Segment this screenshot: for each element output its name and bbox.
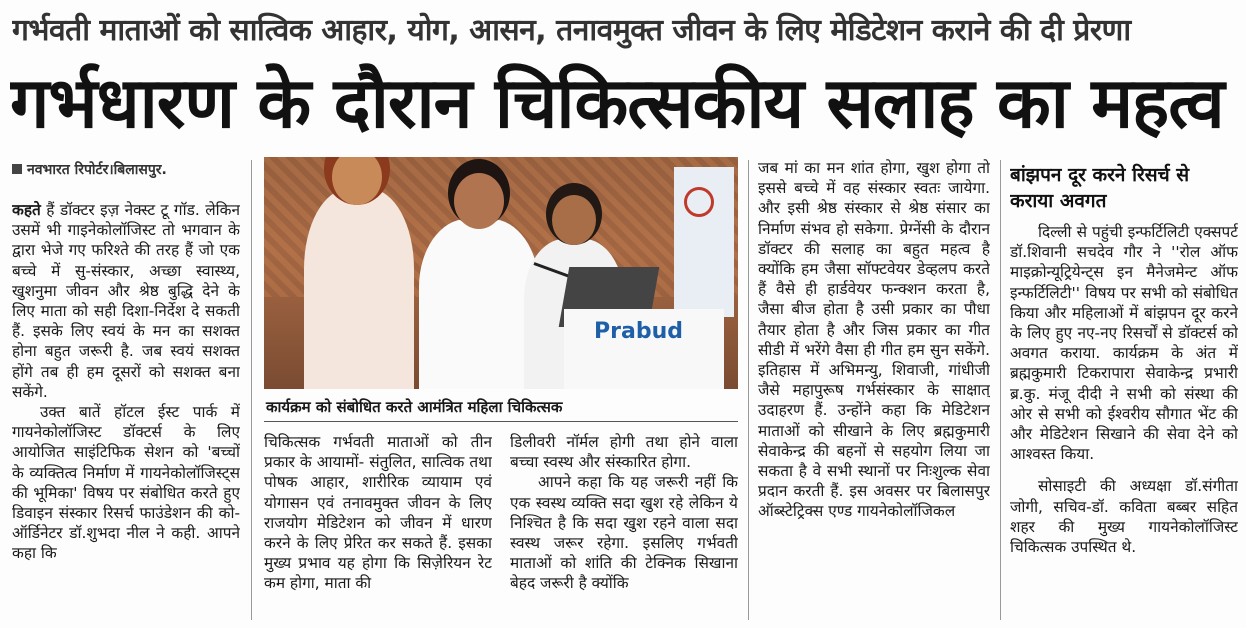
- column1-paragraph-1: [12, 200, 240, 402]
- byline-square-icon: [12, 164, 22, 174]
- column4-text: जब मां का मन शांत होगा, खुश होगा तो इससे बच्चे में वह संस्कार स्वतः जायेगा. और इसी श्रेष्ठ संस्कार से श्रेष्ठ संसार का निर्माण संभव हो सकेगा. प्रेग्नेंसी के दौरान डॉक्टर की सलाह का बहुत महत्व है क्योंकि हम जैसा सॉफ्टवेयर डेव्हलप करते हैं वैसे ही हार्डवेयर फन्क्शन करता है, जैसा बीज होता है उसी प्रकार का पौधा तैयार होता है और जिस प्रकार का गीत सीडी में भरेंगे वैसा ही गीत हम सुन सकेंगे. इतिहास में अभिमन्यु, शिवाजी, गांधीजी जैसे महापुरूष गर्भसंस्कार के साक्षात् उदाहरण हैं. उन्होंने कहा कि मेडिटेशन माताओं को सीखाने के लिए ब्रह्मकुमारी सेवाकेन्द्र की बहनों से सहयोग लिया जा सकता है वे सभी स्थानों पर निःशुल्क सेवा प्रदान करती हैं. इस अवसर पर बिलासपुर ऑब्स्टेट्रिक्स एण्ड गायनेकोलॉजिकल: [758, 159, 990, 521]
- podium-brand: Prabud: [594, 319, 683, 344]
- photo-caption: कार्यक्रम को संबोधित करते आमंत्रित महिला चिकित्सक: [264, 392, 738, 422]
- screen-logo-icon: [684, 187, 714, 217]
- column3-paragraph-2: आपने कहा कि यह जरूरी नहीं कि एक स्वस्थ व्यक्ति सदा खुश रहे लेकिन ये निश्चित है कि सदा खुश रहने वाला सदा स्वस्थ जरूर रहेगा. इसलिए गर्भवती माताओं को शांति की टेक्निक सिखाना बेहद जरूरी है क्योंकि: [510, 473, 738, 593]
- photo-screen: [674, 167, 734, 317]
- event-photo: [264, 157, 738, 389]
- sidebar-paragraph-2: सोसाइटी की अध्यक्षा डॉ.संगीता जोगी, सचिव-डॉ. कविता बब्बर सहित शहर की मुख्य गायनेकोलॉजिस्ट चिकित्सक उपस्थित थे.: [1010, 477, 1238, 557]
- photo-person-2: [419, 219, 539, 389]
- column3-paragraph-1: डिलीवरी नॉर्मल होगी तथा होने वाला बच्चा स्वस्थ और संस्कारित होगा.: [510, 433, 738, 472]
- lead-word: कहते: [12, 201, 41, 219]
- kicker-subheadline: गर्भवती माताओं को सात्विक आहार, योग, आसन, तनावमुक्त जीवन के लिए मेडिटेशन कराने की दी प्रेरणा: [12, 13, 1131, 48]
- column-divider: [748, 160, 749, 620]
- article-column-1: [12, 200, 240, 620]
- sidebar-heading: बांझपन दूर करने रिसर्च से कराया अवगत: [1010, 164, 1190, 212]
- sidebar-paragraph-1: दिल्ली से पहुंची इन्फर्टिलिटी एक्सपर्ट डॉ.शिवानी सचदेव गौर ने ''रोल ऑफ माइक्रोन्यूट्रियेन्ट्स इन मैनेजमेन्ट ऑफ इन्फर्टिलिटी'' विषय पर सभी को संबोधित किया और महिलाओं में बांझपन दूर करने के लिए हुए नए-नए रिसर्चों से डॉक्टर्स को अवगत कराया. कार्यक्रम के अंत में ब्रह्मकुमारी टिकरापारा सेवाकेन्द्र प्रभारी ब्र.कु. मंजू दीदी ने सभी को संस्था की ओर से सभी को ईश्वरीय सौगात भेंट की और मेडिटेशन सिखाने की सेवा देने को आश्वस्त किया.: [1010, 223, 1238, 464]
- photo-podium: [564, 309, 724, 389]
- column-divider: [251, 160, 252, 620]
- byline: [12, 160, 248, 180]
- sidebar-body: [1010, 222, 1238, 620]
- article-column-3: [510, 432, 738, 620]
- byline-place: बिलासपुर.: [113, 162, 167, 178]
- photo-person-1: [304, 189, 414, 389]
- column1-para1-text: हैं डॉक्टर इज़ नेक्स्ट टू गॉड. लेकिन उसमें भी गाइनेकोलॉजिस्ट तो भगवान के द्वारा भेजे गए फरिश्ते की तरह हैं जो एक बच्चे में सु-संस्कार, अच्छा स्वास्थ्य, खुशनुमा जीवन और श्रेष्ठ बुद्धि देने के लिए माता को सही दिशा-निर्देश दे सकती हैं. इसके लिए स्वयं के मन का सशक्त होना बहुत जरूरी है. जब स्वयं सशक्त होंगे तब ही हम दूसरों को सशक्त बना सकेंगे.: [12, 201, 240, 401]
- headline: गर्भधारण के दौरान चिकित्सकीय सलाह का महत्व: [10, 62, 1224, 144]
- column-divider: [1000, 160, 1001, 620]
- article-column-4: [758, 158, 990, 620]
- column1-paragraph-2: उक्त बातें हॉटल ईस्ट पार्क में गायनेकोलॉजिस्ट डॉक्टर्स के लिए आयोजित साइंटिफिक सेशन को 'बच्चों के व्यक्तित्व निर्माण में गायनेकोलॉजिस्ट्स की भूमिका' विषय पर संबोधित करते हुए डिवाइन संस्कार रिसर्च फाउंडेशन की को-ऑर्डिनेटर डॉ.शुभदा नील ने कही. आपने कहा कि: [12, 403, 240, 563]
- byline-separator: ।: [108, 162, 114, 178]
- byline-reporter: नवभारत रिपोर्टर: [27, 162, 109, 178]
- column2-text: चिकित्सक गर्भवती माताओं को तीन प्रकार के आयामों- संतुलित, सात्विक तथा पोषक आहार, शारीरिक व्यायाम एवं योगासन एवं तनावमुक्त जीवन के लिए राजयोग मेडिटेशन को जीवन में धारण करने के लिए प्रेरित कर सकते हैं. इसका मुख्य प्रभाव यह होगा कि सिज़ेरियन रेट कम होगा, माता की: [264, 433, 492, 593]
- article-column-2: [264, 432, 492, 620]
